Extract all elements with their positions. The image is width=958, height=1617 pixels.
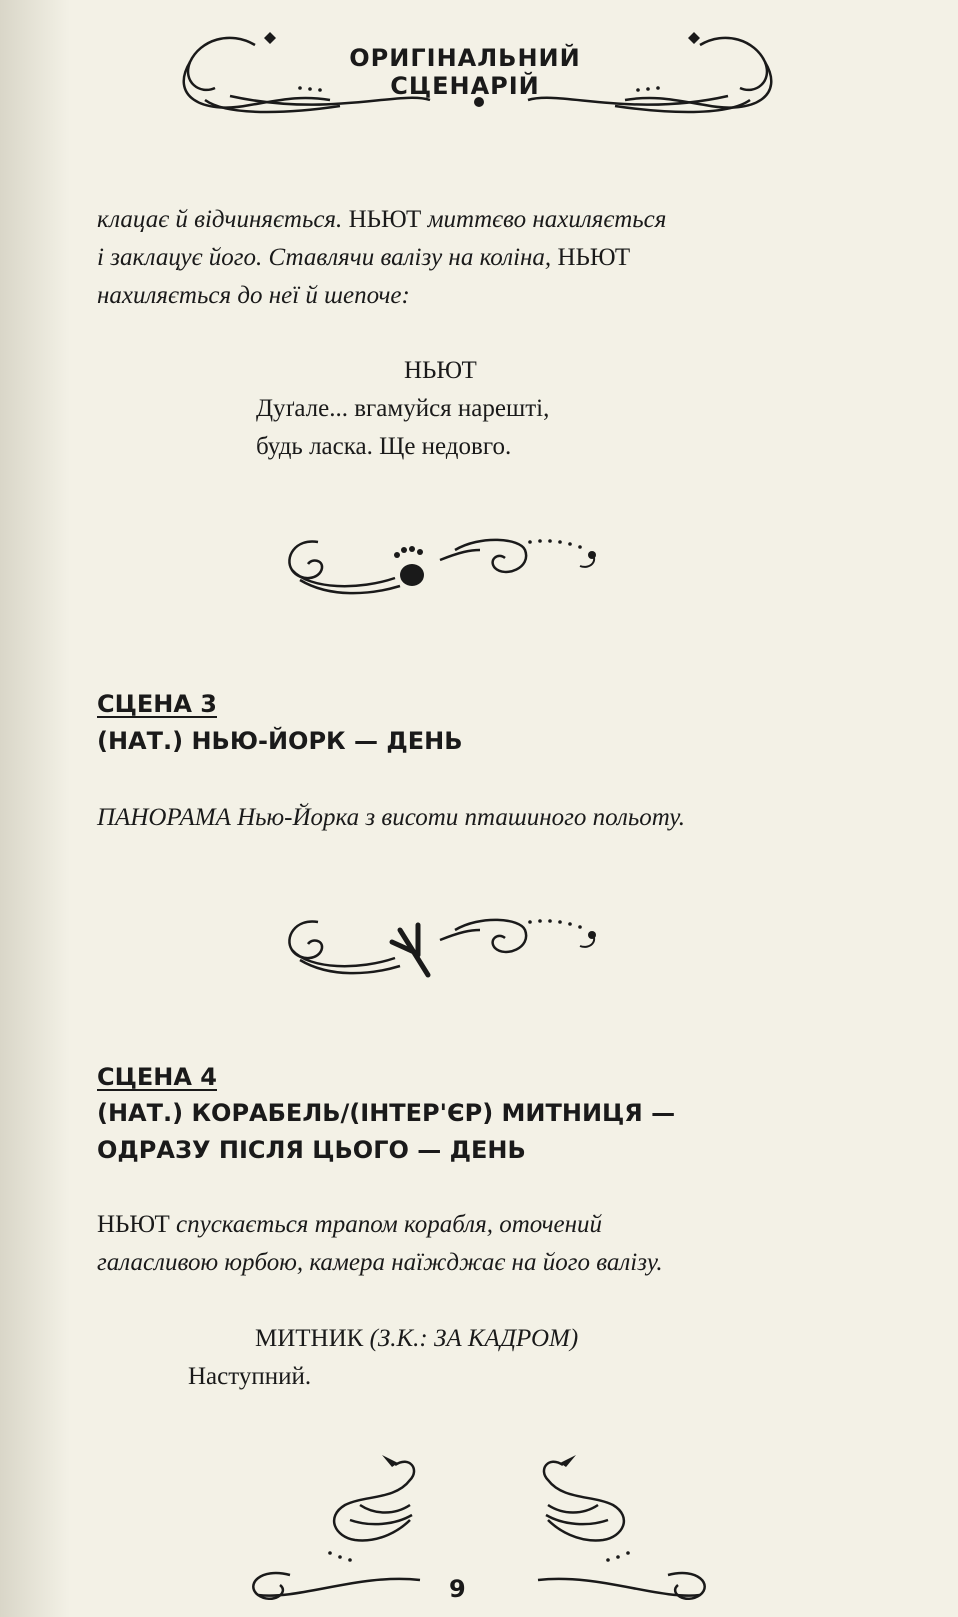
bird-track-flourish-icon: [0, 900, 958, 1000]
scene-3-number: СЦЕНА 3: [97, 690, 217, 718]
dialogue-line: Наступний.: [188, 1363, 312, 1390]
scene-4-action-line-2: галасливою юрбою, камера наїжджає на його валізу.: [97, 1249, 663, 1276]
paw-print-flourish-icon: [0, 520, 958, 620]
swan-pair-icon: [0, 1445, 958, 1615]
character-name-customs: МИТНИК (З.К.: ЗА КАДРОМ): [255, 1325, 579, 1352]
scene-3-heading: (НАТ.) НЬЮ-ЙОРК — ДЕНЬ: [97, 727, 463, 755]
scene-3-action: ПАНОРАМА Нью-Йорка з висоти пташиного польоту.: [97, 804, 686, 831]
scene-4-action-line-1: НЬЮТ спускається трапом корабля, оточений: [97, 1211, 603, 1238]
dialogue-line-1: Дуґале... вгамуйся нарешті,: [256, 395, 550, 422]
action-line-3: нахиляється до неї й шепоче:: [97, 282, 410, 309]
action-line-1: клацає й відчиняється. НЬЮТ миттєво нахиляється: [97, 206, 667, 233]
running-header-title: ОРИГІНАЛЬНИЙ СЦЕНАРІЙ: [349, 44, 581, 100]
scene-4-number: СЦЕНА 4: [97, 1063, 217, 1091]
character-name: НЬЮТ: [404, 357, 477, 384]
page-shadow: [0, 0, 70, 1617]
page-number: 9: [449, 1575, 466, 1603]
scene-4-heading-1: (НАТ.) КОРАБЕЛЬ/(ІНТЕР'ЄР) МИТНИЦЯ —: [97, 1099, 676, 1127]
scene-4-heading-2: ОДРАЗУ ПІСЛЯ ЦЬОГО — ДЕНЬ: [97, 1136, 526, 1164]
dialogue-line-2: будь ласка. Ще недовго.: [256, 433, 512, 460]
action-line-2: і заклацує його. Ставлячи валізу на коліна, НЬЮТ: [97, 244, 631, 271]
